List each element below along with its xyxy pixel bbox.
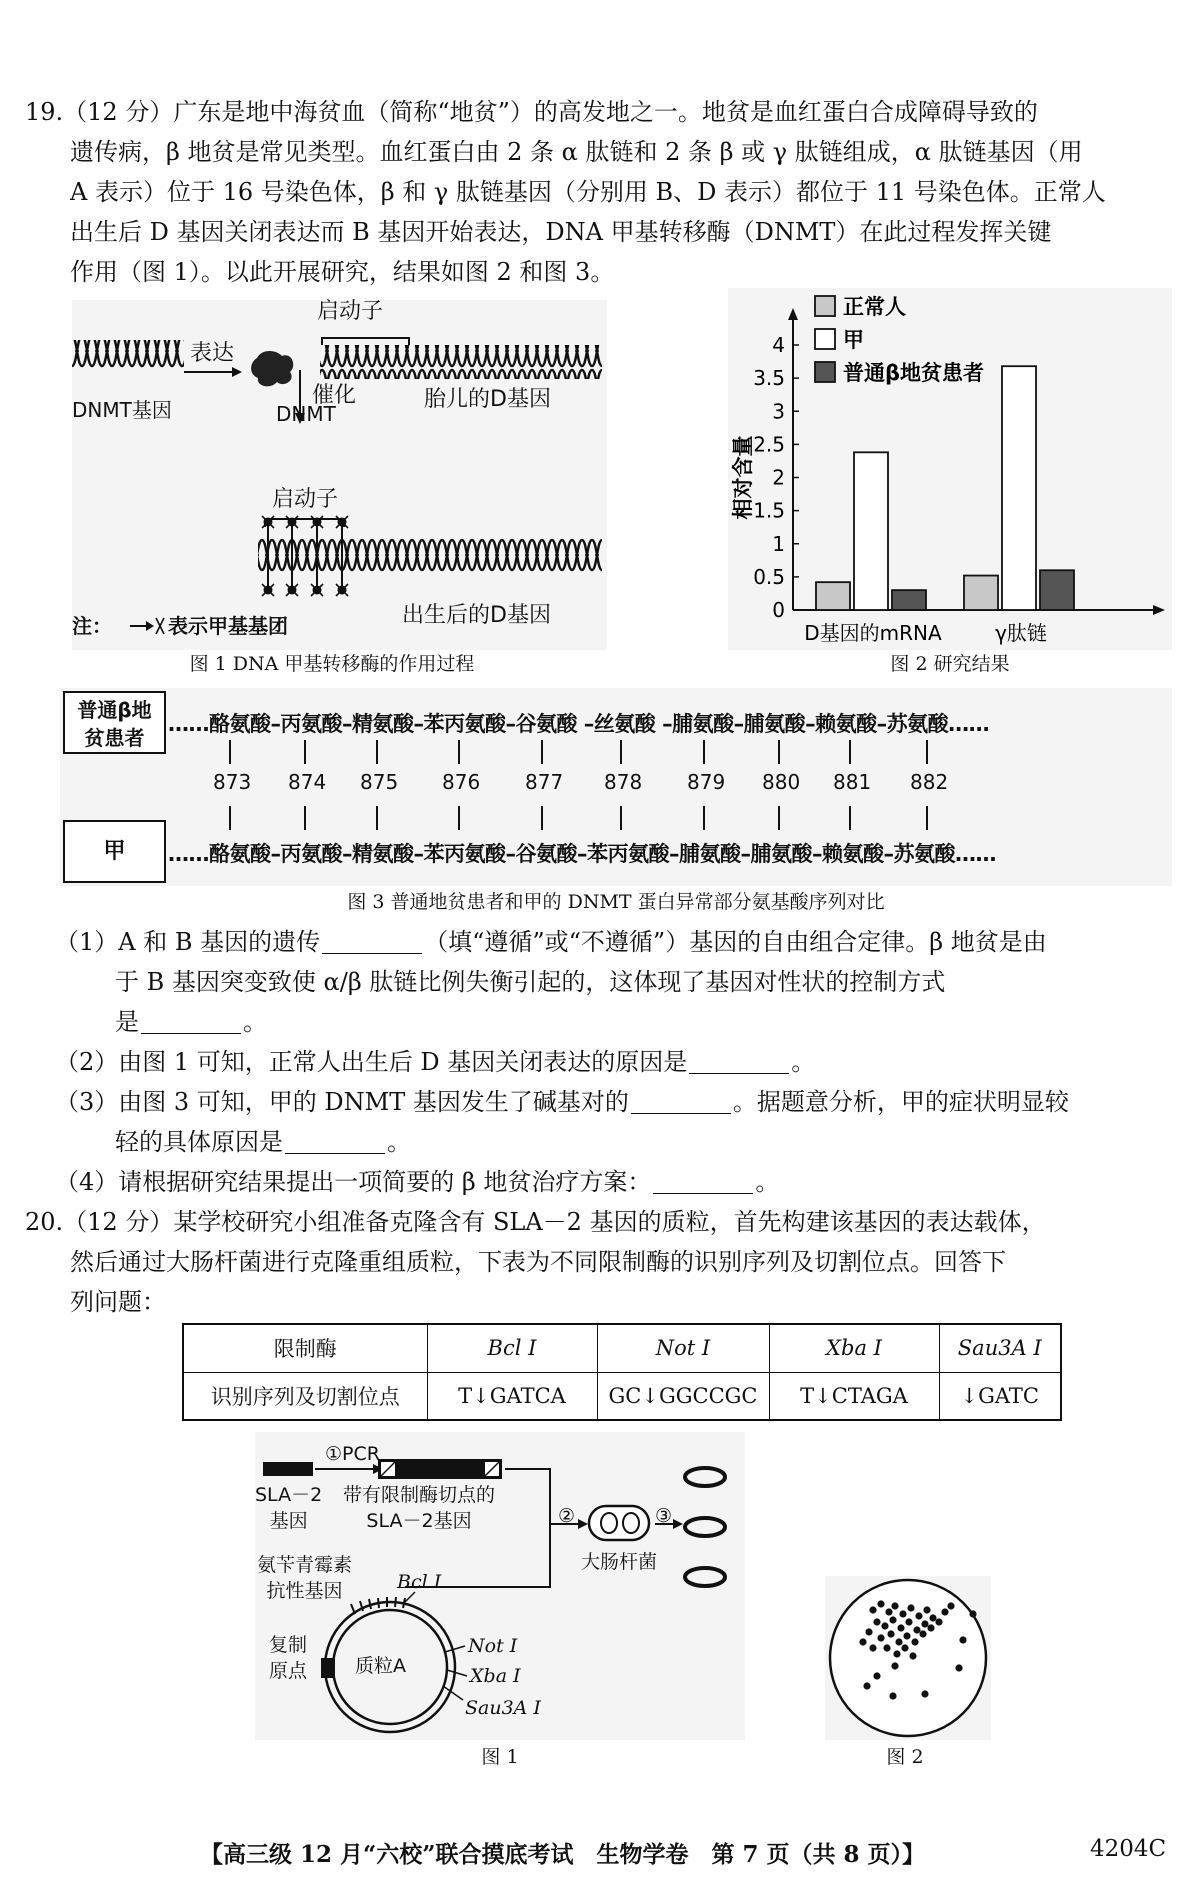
q19-intro [25, 92, 1173, 292]
plasmid-a-label: 质粒A [355, 1655, 406, 1677]
bar [1040, 570, 1074, 610]
position-number: 880 [762, 770, 801, 794]
sla2-cut-gene-bar [379, 1460, 501, 1478]
sla2-cut-label [343, 1482, 495, 1534]
xba-label: Xba Ⅰ [470, 1665, 521, 1687]
origin-block [321, 1658, 335, 1678]
ori-label-line: 原点 [269, 1660, 308, 1682]
sub1-text: （1）A 和 B 基因的遗传 [55, 928, 321, 956]
page-footer: 【高三级 12 月“六校”联合摸底考试 生物学卷 第 7 页（共 8 页）】 [200, 1841, 926, 1868]
colony-dot [891, 1602, 898, 1609]
q19-line: 出生后 D 基因关闭表达而 B 基因开始表达，DNA 甲基转移酶（DNMT）在此过程发挥关键 [70, 218, 1052, 246]
ori-label [269, 1632, 307, 1684]
q19-line: 作用（图 1）。以此开展研究，结果如图 2 和图 3。 [70, 258, 615, 286]
amp-label-line: 抗性基因 [266, 1580, 343, 1602]
fig3-sequence [60, 688, 1172, 886]
colony-dot [935, 1618, 942, 1625]
promoter-label-bottom: 启动子 [272, 487, 339, 512]
fetal-d-gene-label: 胎儿的D基因 [424, 387, 551, 412]
legend-entry: 正常人 [843, 295, 906, 319]
colony-dot [877, 1600, 884, 1607]
colony-dot [897, 1624, 904, 1631]
sub1-line3 [25, 1002, 1173, 1042]
table-cell: T↓GATCA [427, 1372, 597, 1420]
position-tick [703, 806, 705, 830]
not-label: Not Ⅰ [468, 1635, 518, 1657]
dnmt-gene-dna [72, 340, 184, 368]
q20-intro [25, 1202, 1173, 1322]
table-row [183, 1324, 1061, 1372]
y-axis-label: 相对含量 [731, 435, 755, 520]
position-tick [458, 740, 460, 764]
table-header-cell: Sau3A Ⅰ [939, 1324, 1061, 1372]
position-tick [620, 740, 622, 764]
page-code: 4204C [1090, 1836, 1167, 1862]
position-tick [620, 806, 622, 830]
colony-dot [883, 1644, 890, 1651]
q20-fig1-cloning [255, 1432, 745, 1740]
promoter-label-top: 启动子 [317, 299, 384, 324]
answer-blank-1[interactable] [322, 928, 422, 954]
plasmid-ring-icon [685, 1518, 725, 1536]
fig3-caption: 图 3 普通地贫患者和甲的 DNMT 蛋白异常部分氨基酸序列对比 [347, 891, 885, 913]
colony-dot [893, 1650, 900, 1657]
answer-blank-5[interactable] [285, 1128, 385, 1154]
sub2-line [25, 1042, 1173, 1082]
y-tick-label: 1 [772, 531, 785, 556]
position-tick [849, 740, 851, 764]
fetal-d-gene-dna [320, 345, 602, 379]
colony-dot [859, 1638, 866, 1645]
step2-label: ② [558, 1505, 576, 1527]
promoter-bracket-top [322, 338, 409, 345]
colony-dot [959, 1636, 966, 1643]
position-tick [926, 806, 928, 830]
position-tick [778, 740, 780, 764]
bar [854, 452, 888, 610]
dnmt-enzyme-icon [251, 351, 293, 386]
jia-label-box: 甲 [63, 820, 166, 883]
position-tick [229, 740, 231, 764]
sau-label: Sau3A Ⅰ [465, 1697, 541, 1719]
table-header-cell: Xba Ⅰ [769, 1324, 939, 1372]
colony-dot [911, 1638, 918, 1645]
position-tick [304, 806, 306, 830]
colony-dot [947, 1602, 954, 1609]
sla2-gene-label [255, 1482, 322, 1534]
sub1-text: （填“遵循”或“不遵循”）基因的自由组合定律。β 地贫是由 [424, 928, 1047, 956]
amp-label [257, 1552, 352, 1604]
after-birth-d-gene-dna [258, 538, 602, 572]
sla2-gene-label-line: SLA－2 [255, 1484, 323, 1506]
colony-dot [895, 1638, 902, 1645]
y-tick-label: 3.5 [753, 366, 785, 391]
answer-blank-4[interactable] [631, 1088, 731, 1114]
fig2-chart [728, 288, 1172, 650]
position-number: 875 [360, 770, 399, 794]
colony-dot [891, 1662, 898, 1669]
bar [892, 590, 926, 610]
position-number: 876 [442, 770, 481, 794]
legend-entry: 甲 [843, 328, 864, 352]
q19-line: 19.（12 分）广东是地中海贫血（简称“地贫”）的高发地之一。地贫是血红蛋白合成障碍导致的 [25, 98, 1038, 126]
colony-dot [863, 1682, 870, 1689]
position-tick [926, 740, 928, 764]
sub1-text: 是 [115, 1008, 139, 1036]
colony-dot [955, 1664, 962, 1671]
position-number: 873 [213, 770, 252, 794]
answer-blank-6[interactable] [653, 1168, 753, 1194]
table-cell: ↓GATC [939, 1372, 1061, 1420]
q19-subquestions [25, 922, 1173, 1202]
y-tick-label: 2 [772, 465, 785, 490]
q20-line: 然后通过大肠杆菌进行克隆重组质粒，下表为不同限制酶的识别序列及切割位点。回答下 [70, 1248, 1006, 1276]
q20-fig2-caption: 图 2 [886, 1746, 924, 1768]
sla2-gene-bar [263, 1462, 313, 1476]
answer-blank-3[interactable] [689, 1048, 789, 1074]
position-tick [458, 806, 460, 830]
table-header-cell: Not Ⅰ [597, 1324, 769, 1372]
sub1-line1 [25, 922, 1173, 962]
answer-blank-2[interactable] [141, 1008, 241, 1034]
colony-dot [903, 1632, 910, 1639]
colony-dot [907, 1604, 914, 1611]
fig1-caption: 图 1 DNA 甲基转移酶的作用过程 [189, 653, 475, 675]
sub1-line2: 于 B 基因突变致使 α/β 肽链比例失衡引起的，这体现了基因对性状的控制方式 [115, 968, 946, 996]
patient-label-box [63, 691, 166, 754]
q19-line: A 表示）位于 16 号染色体，β 和 γ 肽链基因（分别用 B、D 表示）都位于 11 号染色体。正常人 [70, 178, 1106, 206]
position-tick [703, 740, 705, 764]
y-tick-label: 4 [772, 333, 785, 357]
colony-dot [873, 1618, 880, 1625]
legend-swatch [815, 296, 835, 316]
x-tick-label: γ肽链 [995, 621, 1047, 645]
colony-dot [927, 1624, 934, 1631]
enzyme-table [182, 1323, 1062, 1421]
table-cell: 识别序列及切割位点 [183, 1372, 427, 1420]
sla2-gene-label-line: 基因 [269, 1510, 308, 1532]
colony-dot [881, 1622, 888, 1629]
x-axis-arrow [1153, 605, 1165, 615]
colony-dot [929, 1614, 936, 1621]
colony-dot [923, 1606, 930, 1613]
colony-dot [899, 1610, 906, 1617]
methyl-symbol-icon [130, 618, 164, 634]
dnmt-gene-label: DNMT基因 [72, 398, 172, 422]
colony-dot [873, 1672, 880, 1679]
sub3-text: 。据题意分析，甲的症状明显较 [732, 1088, 1069, 1116]
sub3-text: 轻的具体原因是 [115, 1128, 283, 1156]
colony-dot [921, 1620, 928, 1627]
colony-dot [921, 1690, 928, 1697]
plasmid-ring-icon [685, 1568, 725, 1586]
patient-sequence: ……酪氨酸–丙氨酸–精氨酸–苯丙氨酸–谷氨酸 –丝氨酸 –脯氨酸–脯氨酸–赖氨酸–苏氨酸…… [168, 712, 990, 736]
sub4-text: 。 [755, 1168, 780, 1196]
position-tick [778, 806, 780, 830]
q20-line: 列问题： [70, 1288, 166, 1316]
colony-dot [969, 1610, 976, 1617]
plasmid-ring-icon [685, 1468, 725, 1486]
sub2-text: （2）由图 1 可知，正常人出生后 D 基因关闭表达的原因是 [55, 1048, 688, 1076]
sub3-line2 [25, 1122, 1173, 1162]
y-axis-arrow [788, 308, 798, 320]
colony-dot [885, 1608, 892, 1615]
colony-dot [877, 1634, 884, 1641]
express-label: 表达 [190, 341, 235, 366]
y-tick-label: 1.5 [753, 498, 785, 523]
position-number: 874 [288, 770, 327, 794]
sub4-line [25, 1162, 1173, 1202]
colony-dot [941, 1608, 948, 1615]
position-tick [541, 740, 543, 764]
sub2-text: 。 [791, 1048, 816, 1076]
patient-label-line: 贫患者 [84, 726, 145, 750]
colony-dot [905, 1618, 912, 1625]
position-tick [376, 806, 378, 830]
table-cell: T↓CTAGA [769, 1372, 939, 1420]
x-tick-label: D基因的mRNA [804, 621, 942, 645]
note-text: 表示甲基基团 [168, 614, 288, 638]
legend-swatch [815, 362, 835, 382]
promoter-bracket-bottom [265, 519, 344, 527]
legend-swatch [815, 329, 835, 349]
legend-entry: 普通β地贫患者 [843, 361, 985, 385]
patient-label-line: 普通β地 [77, 698, 152, 722]
dnmt-label: DNMT [276, 402, 336, 426]
table-header-cell: 限制酶 [183, 1324, 427, 1372]
colony-dot [915, 1612, 922, 1619]
position-number: 882 [910, 770, 949, 794]
position-tick [229, 806, 231, 830]
sub3-line1 [25, 1082, 1173, 1122]
sla2-cut-label-line: SLA－2基因 [366, 1510, 472, 1532]
bcl-label: Bcl Ⅰ [397, 1571, 442, 1593]
sub3-text: 。 [387, 1128, 411, 1156]
position-number: 878 [604, 770, 643, 794]
q20-line: 20.（12 分）某学校研究小组准备克隆含有 SLA－2 基因的质粒，首先构建该基因的表达载体， [25, 1208, 1046, 1236]
colony-dot [901, 1644, 908, 1651]
after-birth-d-gene-label: 出生后的D基因 [402, 603, 551, 628]
jia-sequence: ……酪氨酸–丙氨酸–精氨酸–苯丙氨酸–谷氨酸–苯丙氨酸–脯氨酸–脯氨酸–赖氨酸–苏氨酸…… [168, 842, 996, 866]
position-tick [541, 806, 543, 830]
ecoli-label: 大肠杆菌 [581, 1551, 658, 1573]
position-tick [849, 806, 851, 830]
q20-fig1-caption: 图 1 [481, 1746, 519, 1768]
colony-dot [869, 1644, 876, 1651]
colony-dot [889, 1692, 896, 1699]
position-tick [376, 740, 378, 764]
bar [1002, 366, 1036, 610]
bar [964, 576, 998, 610]
note-label: 注： [72, 614, 112, 638]
ori-label-line: 复制 [269, 1634, 308, 1656]
sub4-text: （4）请根据研究结果提出一项简要的 β 地贫治疗方案： [55, 1168, 652, 1196]
position-tick [304, 740, 306, 764]
position-number: 877 [525, 770, 564, 794]
sla2-cut-label-line: 带有限制酶切点的 [343, 1484, 496, 1506]
colony-dot [869, 1606, 876, 1613]
fig1-dnmt-process [72, 300, 607, 650]
table-cell: GC↓GGCCGC [597, 1372, 769, 1420]
y-tick-label: 0 [772, 598, 785, 622]
q19-line: 遗传病，β 地贫是常见类型。血红蛋白由 2 条 α 肽链和 2 条 β 或 γ 肽链组成，α 肽链基因（用 [70, 138, 1083, 166]
q20-fig2-petri [825, 1576, 991, 1740]
fig2-caption: 图 2 研究结果 [890, 653, 1010, 675]
petri-dish-icon [830, 1580, 986, 1736]
colony-dot [889, 1616, 896, 1623]
step3-label: ③ [655, 1505, 673, 1527]
bar [816, 582, 850, 610]
fig2-chart-svg [728, 288, 1172, 650]
pcr-label: ①PCR [325, 1443, 380, 1465]
colony-dot [865, 1628, 872, 1635]
y-tick-label: 0.5 [753, 564, 785, 589]
colony-dot [909, 1652, 916, 1659]
table-header-cell: Bcl Ⅰ [427, 1324, 597, 1372]
amp-label-line: 氨苄青霉素 [257, 1554, 353, 1576]
position-number: 879 [687, 770, 726, 794]
y-tick-label: 3 [772, 399, 785, 424]
colony-dot [919, 1630, 926, 1637]
colony-dot [913, 1626, 920, 1633]
y-tick-label: 2.5 [753, 432, 785, 457]
colony-dot [887, 1630, 894, 1637]
position-number: 881 [833, 770, 872, 794]
sub1-text: 。 [243, 1008, 267, 1036]
sub3-text: （3）由图 3 可知，甲的 DNMT 基因发生了碱基对的 [55, 1088, 629, 1116]
catalyze-label: 催化 [312, 383, 357, 408]
petri-dish-svg [825, 1576, 991, 1740]
table-row [183, 1372, 1061, 1420]
